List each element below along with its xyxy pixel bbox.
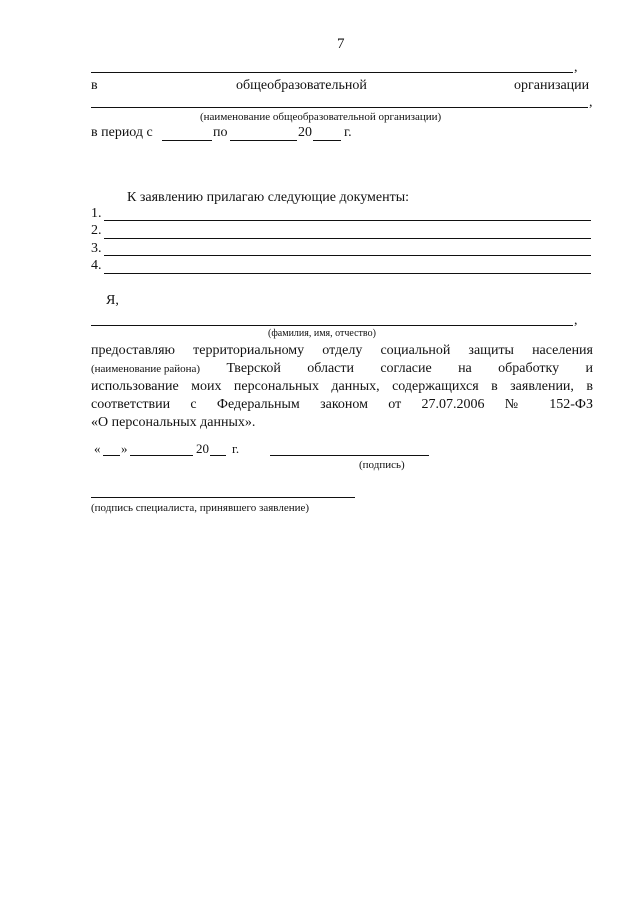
year-line — [210, 455, 226, 456]
word: области — [307, 361, 354, 376]
blank-line — [91, 72, 573, 73]
word: социальной — [380, 343, 451, 358]
org-name-line — [91, 107, 588, 108]
line-comma: , — [589, 95, 593, 110]
quote-close: » — [121, 441, 128, 456]
caption-specialist: (подпись специалиста, принявшего заявление) — [91, 502, 310, 514]
quote-open: « — [94, 441, 101, 456]
org-word: организации — [514, 78, 590, 93]
signature-line — [270, 455, 429, 456]
line-comma: , — [574, 313, 578, 328]
word: согласие — [380, 361, 432, 376]
consent-line-3: использование моих персональных данных, содержащихся в заявлении, в — [91, 379, 593, 394]
fio-line — [91, 325, 573, 326]
specialist-signature-line — [91, 497, 355, 498]
consent-line-1 — [91, 342, 593, 360]
consent-line-4: соответствии с Федеральным законом от 27.07.2006 № 152-ФЗ — [91, 397, 593, 412]
word: на — [458, 361, 472, 376]
prefix-v: в — [91, 78, 98, 93]
page-number: 7 — [337, 36, 345, 52]
attachment-line — [104, 273, 591, 274]
word: отделу — [322, 343, 363, 358]
word: территориальному — [193, 343, 305, 358]
year-suffix: г. — [232, 441, 240, 456]
consent-line-2 — [91, 360, 593, 378]
attachment-item: 1. — [91, 206, 102, 221]
word: Тверской — [226, 361, 281, 376]
period-from-label: в период с — [91, 125, 153, 140]
attachment-item: 4. — [91, 258, 102, 273]
caption-district: (наименование района) — [91, 363, 201, 375]
word: населения — [532, 343, 593, 358]
word: предоставляю — [91, 343, 176, 358]
day-line — [103, 455, 120, 456]
attachment-line — [104, 238, 591, 239]
attachment-line — [104, 220, 591, 221]
year-suffix: г. — [344, 125, 352, 140]
caption-signature: (подпись) — [359, 459, 405, 471]
date-to-line — [230, 140, 297, 141]
word: защиты — [468, 343, 514, 358]
attachments-heading: К заявлению прилагаю следующие документы: — [127, 190, 410, 205]
attachment-item: 3. — [91, 241, 102, 256]
month-line — [130, 455, 193, 456]
org-type-word: общеобразовательной — [236, 78, 367, 93]
attachment-item: 2. — [91, 223, 102, 238]
line-comma: , — [574, 60, 578, 75]
word: и — [585, 361, 593, 376]
caption-fio: (фамилия, имя, отчество) — [268, 328, 376, 339]
period-to-label: по — [213, 125, 228, 140]
ya-label: Я, — [106, 293, 119, 308]
caption-org-name: (наименование общеобразовательной организации) — [200, 111, 442, 123]
attachment-line — [104, 255, 591, 256]
consent-line-5: «О персональных данных». — [91, 415, 256, 430]
word: обработку — [498, 361, 560, 376]
year-prefix: 20 — [298, 125, 312, 140]
date-from-line — [162, 140, 212, 141]
year-prefix: 20 — [196, 441, 209, 456]
year-line — [313, 140, 341, 141]
